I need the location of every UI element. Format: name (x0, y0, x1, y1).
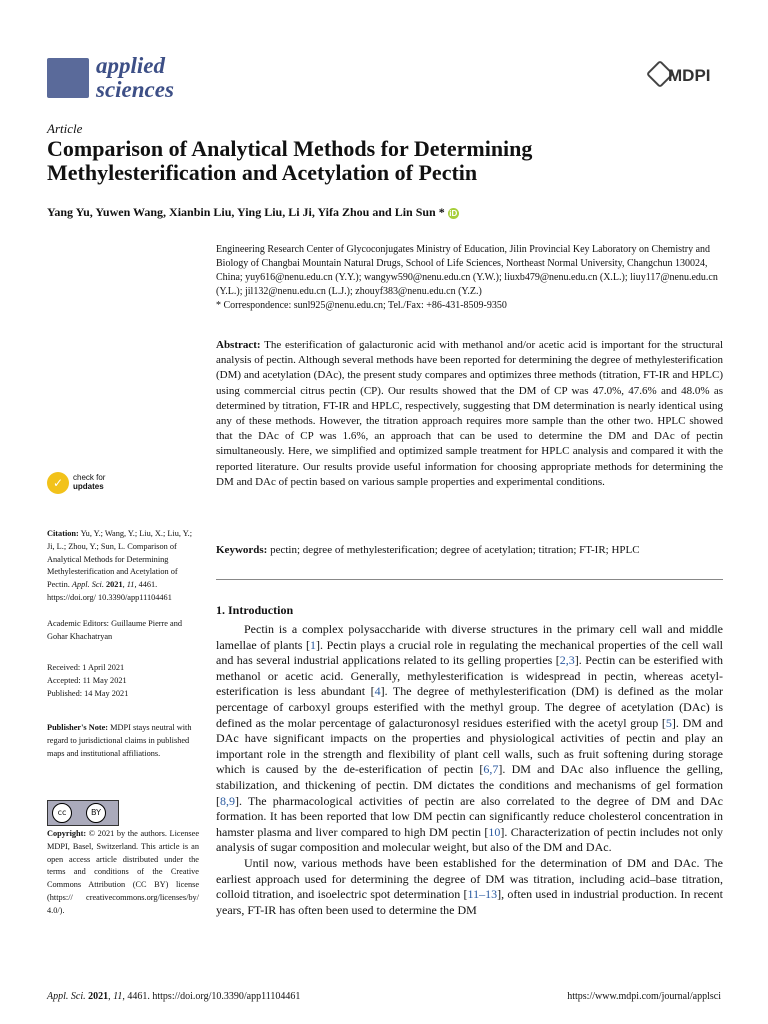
article-title: Comparison of Analytical Methods for Determining Methylesterification and Acetylation of Pectin (47, 136, 533, 185)
citation-text: Yu, Y.; Wang, Y.; Liu, X.; Liu, Y.; Ji, L.; Zhou, Y.; Sun, L. Comparison of Analytical Methods for Determining Methylesterification and Acetylation of Pectin. (47, 529, 193, 590)
author-list (47, 205, 459, 220)
text-run: ], often used in industrial production. In recent years, FT-IR has often been used to determine the DM (216, 887, 723, 917)
publisher-name: MDPI (668, 66, 711, 85)
citation-label: Citation: (47, 529, 79, 538)
citation-link[interactable]: 5 (665, 715, 672, 730)
citation-year: 2021 (106, 580, 123, 590)
published-date: Published: 14 May 2021 (47, 688, 129, 698)
editors-label: Academic Editors: (47, 619, 109, 628)
citation-link[interactable]: 11–13 (467, 887, 498, 902)
footer-doi[interactable]: , 4461. https://doi.org/10.3390/app11104461 (122, 991, 301, 1002)
author-names: Yang Yu, Yuwen Wang, Xianbin Liu, Ying Liu, Li Ji, Yifa Zhou and Lin Sun * (47, 205, 445, 219)
cc-icon: cc (52, 803, 72, 823)
check-line2: updates (73, 482, 104, 491)
by-icon: BY (86, 803, 106, 823)
footer-journal: Appl. Sci. (47, 991, 86, 1002)
journal-name-line2: sciences (96, 77, 174, 102)
copyright-text: © 2021 by the authors. Licensee MDPI, Basel, Switzerland. This article is an open access article distributed under the terms and conditions of the Creative Commons Attribution (CC BY) license (https:// creativecommons.org/licenses/by/ 4.0/). (47, 829, 200, 915)
text-run: ]. Pectin can be esterified with methanol or acetic acid. Generally, methylesterification is widespread in pectin, whereas acetyl-esterification is less abundant [ (216, 653, 723, 699)
publisher-note-label: Publisher's Note: (47, 723, 109, 732)
publisher-note-text: MDPI stays neutral with regard to jurisdictional claims in published maps and institutional affiliations. (47, 723, 192, 758)
received-date: Received: 1 April 2021 (47, 663, 125, 672)
citation-link[interactable]: 8,9 (220, 793, 235, 808)
affiliations (216, 243, 726, 313)
citation-link[interactable]: 4 (374, 684, 381, 699)
text-run: ]. Pectin plays a crucial role in regulating the mechanical properties of the cell wall and has several industrial applications related to its gelling properties [ (216, 637, 724, 668)
dates-block (47, 662, 199, 700)
cc-by-license-icon[interactable] (47, 800, 119, 826)
section-divider (216, 579, 723, 580)
text-run: ]. DM and DAc have significant impacts on the properties and physiological activities of pectin and play an important role in the strength and flexibility of plant cell walls, such as fruit softening during storage which is caused by the de-esterification of pectin [ (216, 715, 723, 777)
check-line1: check for (73, 473, 106, 482)
abstract (216, 338, 723, 490)
citation-volume: 11 (126, 580, 135, 590)
footer-citation: Appl. Sci. 2021, 11, 4461. https://doi.org/10.3390/app11104461 (47, 991, 301, 1002)
text-run: ]. The degree of methylesterification (DM) is defined as the molar percentage of carboxyl groups esterified with the methyl group. The degree of acetylation (DAc) is defined as the molar percentage of galacturonosyl residues esterified with the acetyl group [ (216, 684, 723, 730)
introduction-body (216, 622, 723, 918)
journal-name (96, 54, 174, 102)
check-for-updates-label[interactable] (73, 473, 105, 491)
text-run: ]. DM and DAc also influence the gelling, stabilization, and thickening of pectin. DM dictates the conditions and mechanisms of gel formation [ (216, 762, 723, 808)
keywords (216, 543, 723, 558)
journal-name-line1: applied (96, 53, 165, 78)
journal-logo-icon (47, 58, 89, 98)
checkmark-icon: ✓ (53, 476, 64, 490)
intro-paragraph-2 (216, 856, 723, 918)
keywords-label: Keywords: (216, 544, 268, 556)
text-run: Until now, various methods have been established for the determination of DM and DAc. The earliest approach used for determining the degree of DM was titration, including acid–base titration, colloid titration, and isoelectric spot determination [ (216, 855, 723, 902)
editors-block (47, 618, 199, 644)
publisher-note-block (47, 722, 199, 760)
citation-link[interactable]: 1 (310, 637, 317, 652)
intro-paragraph-1 (216, 622, 723, 856)
abstract-label: Abstract: (216, 339, 261, 351)
article-type: Article (47, 121, 83, 136)
editors-text: Guillaume Pierre and Gohar Khachatryan (47, 619, 183, 641)
affiliation-text: Engineering Research Center of Glycoconjugates Ministry of Education, Jilin Provincial Key Laboratory on Chemistry and Biology of Changbai Mountain Natural Drugs, School of Life Sciences, Northeast Normal University, Changchun 130024, China; yuy616@nenu.edu.cn (Y.Y.); wangyw590@nenu.edu.cn (Y.W.); liuxb479@nenu.edu.cn (X.L.); liuy117@nenu.edu.cn (Y.L.); jil132@nenu.edu.cn (L.J.); zhouyf383@nenu.edu.cn (Y.Z.) (216, 244, 718, 297)
footer-year: 2021 (88, 991, 109, 1002)
citation-link[interactable]: 2,3 (559, 653, 575, 668)
correspondence-text: * Correspondence: sunl925@nenu.edu.cn; Tel./Fax: +86-431-8509-9350 (216, 300, 507, 311)
footer-journal-url[interactable]: https://www.mdpi.com/journal/applsci (567, 991, 721, 1002)
abstract-text: The esterification of galacturonic acid with methanol and/or acetic acid is important for the structural analysis of pectin. Although several methods have been reported for determining the degree of methylesterification (DM) and acetylation (DAc), the present study compares and optimizes three methods (titration, FT-IR and HPLC) using commercial citrus pectin (CP). Our results showed that the DM of CP was 47.0%, 47.6% and 48.0% as determined by titration, FT-IR and HPLC, respectively, suggesting that DM determination is nearly identical using any of these methods. However, the titration approach requires more sample than the other two. HPLC showed that the DAc of CP was 1.6%, an approach that can be used to determine the DM and DAc of pectin simultaneously. Here, we simplified and optimized sample treatment for HPLC analysis and compared it with the reported literature. Our results provide useful information for choosing appropriate methods for determining the DM and DAc of pectin based on various sample properties and experimental conditions. (216, 339, 724, 488)
copyright-label: Copyright: (47, 829, 87, 838)
keywords-text: pectin; degree of methylesterification; degree of acetylation; titration; FT-IR; HPLC (270, 544, 640, 556)
section-heading: 1. Introduction (216, 603, 294, 617)
citation-link[interactable]: 10 (488, 824, 501, 839)
text-run: ]. The pharmacological activities of pectin are also correlated to the degree of DM and DAc formation. It has been reported that low DM pectin can significantly reduce cholesterol concentration in hamster plasma and liver compared to high DM pectin [ (216, 793, 723, 839)
copyright-block (47, 828, 199, 918)
orcid-icon[interactable]: iD (449, 208, 458, 218)
text-run: Pectin is a complex polysaccharide with diverse structures in the primary cell wall and middle lamellae of plants [ (216, 622, 723, 652)
citation-journal: Appl. Sci. (71, 580, 104, 590)
text-run: ]. Characterization of pectin includes not only analysis of sugar composition and molecular weight, but also of the DM and DAc. (216, 824, 724, 855)
citation-block: Citation: Yu, Y.; Wang, Y.; Liu, X.; Liu, Y.; Ji, L.; Zhou, Y.; Sun, L. Comparison of Analytical Methods for Determining Methylesterification and Acetylation of Pectin. Appl. Sci. 2021, 11, 4461. https://doi.org/ 10.3390/app11104461 (47, 529, 193, 602)
footer-volume: 11 (113, 991, 123, 1002)
citation-doi[interactable]: , 4461. https://doi.org/ 10.3390/app11104461 (47, 580, 172, 602)
accepted-date: Accepted: 11 May 2021 (47, 675, 127, 685)
citation-link[interactable]: 6,7 (483, 762, 499, 777)
